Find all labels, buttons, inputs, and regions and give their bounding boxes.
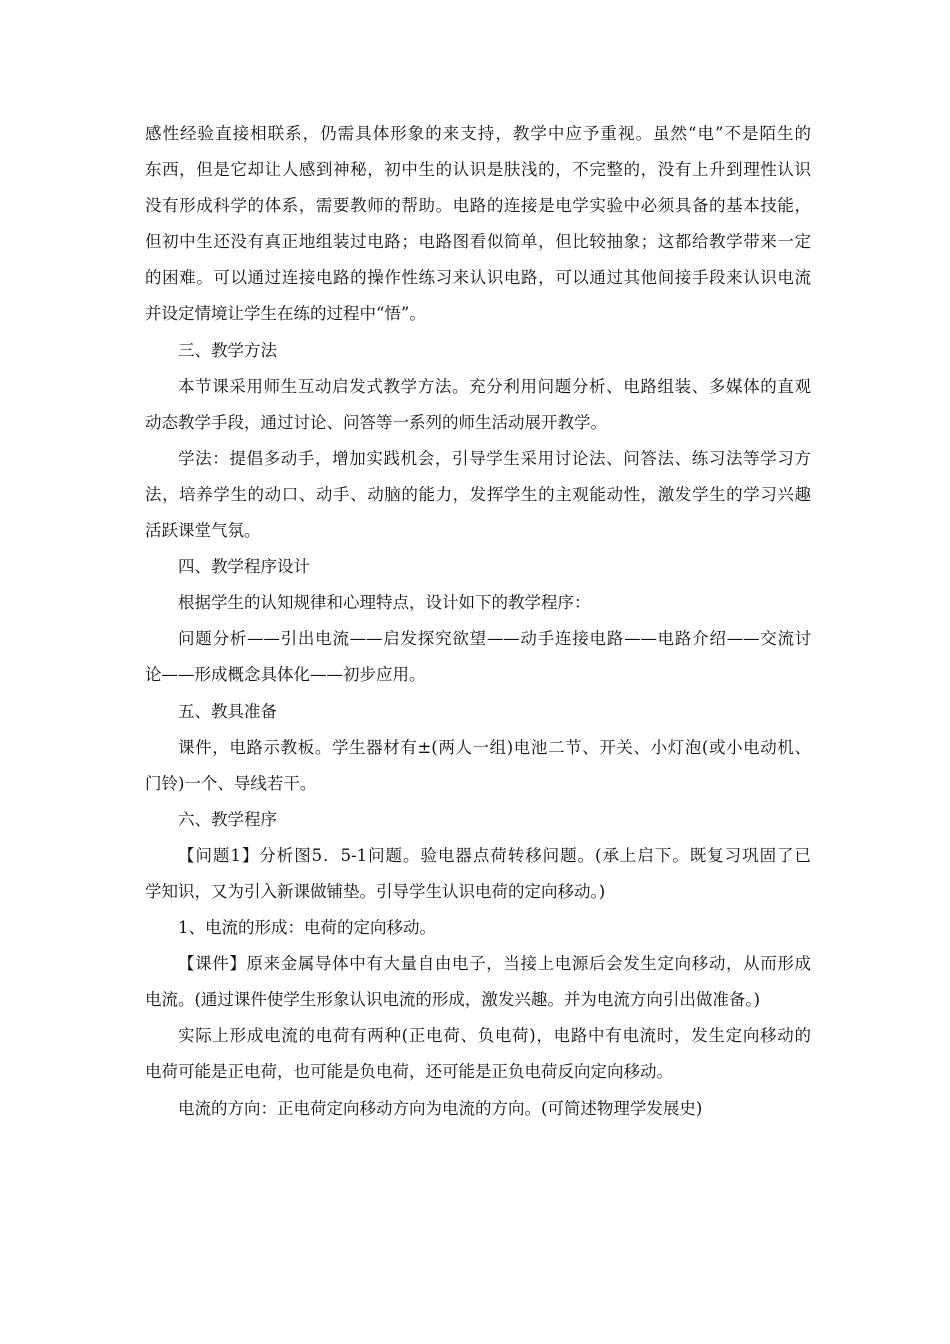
text-line: 电流。(通过课件使学生形象认识电流的形成，激发兴趣。并为电流方向引出做准备。) <box>145 990 761 1010</box>
text-line: 动态教学手段，通过讨论、问答等一系列的师生活动展开教学。 <box>145 412 607 432</box>
text-line: 问题分析——引出电流——启发探究欲望——动手连接电路——电路介绍——交流讨 <box>178 629 811 649</box>
section-heading: 六、教学程序 <box>178 809 277 829</box>
text-line: 本节课采用师生互动启发式教学方法。充分利用问题分析、电路组装、多媒体的直观 <box>178 376 811 396</box>
text-line: 但初中生还没有真正地组装过电路；电路图看似简单，但比较抽象；这都给教学带来一定 <box>145 232 811 252</box>
text-line: 学法：提倡多动手，增加实践机会，引导学生采用讨论法、问答法、练习法等学习方 <box>178 448 811 468</box>
text-line: 课件，电路示教板。学生器材有±(两人一组)电池二节、开关、小灯泡(或小电动机、 <box>178 737 811 757</box>
section-heading: 三、教学方法 <box>178 340 277 360</box>
text-line: 活跃课堂气氛。 <box>145 521 261 541</box>
text-line: 感性经验直接相联系，仍需具体形象的来支持，教学中应予重视。虽然“电”不是陌生的 <box>145 124 811 143</box>
text-line: 并设定情境让学生在练的过程中“悟”。 <box>145 304 426 324</box>
text-line: 门铃)一个、导线若干。 <box>145 773 317 793</box>
text-line: 没有形成科学的体系，需要教师的帮助。电路的连接是电学实验中必须具备的基本技能， <box>145 196 811 216</box>
text-line: 根据学生的认知规律和心理特点，设计如下的教学程序： <box>178 593 591 613</box>
text-line: 论——形成概念具体化——初步应用。 <box>145 665 426 685</box>
section-heading: 四、教学程序设计 <box>178 557 310 577</box>
text-line: 的困难。可以通过连接电路的操作性练习来认识电路，可以通过其他间接手段来认识电流 <box>145 268 811 288</box>
text-line: 【问题1】分析图5．5-1问题。验电器点荷转移问题。(承上启下。既复习巩固了已 <box>178 845 811 865</box>
text-line: 东西，但是它却让人感到神秘，初中生的认识是肤浅的，不完整的，没有上升到理性认识 <box>145 160 811 180</box>
text-line: 1、电流的形成：电荷的定向移动。 <box>178 918 436 938</box>
section-heading: 五、教具准备 <box>178 701 277 721</box>
text-line: 电荷可能是正电荷，也可能是负电荷，还可能是正负电荷反向定向移动。 <box>145 1062 673 1082</box>
text-line: 法，培养学生的动口、动手、动脑的能力，发挥学生的主观能动性，激发学生的学习兴趣 <box>145 484 811 504</box>
text-line: 实际上形成电流的电荷有两种(正电荷、负电荷)，电路中有电流时，发生定向移动的 <box>178 1026 811 1046</box>
text-line: 电流的方向：正电荷定向移动方向为电流的方向。(可简述物理学发展史) <box>178 1098 703 1118</box>
text-line: 学知识，又为引入新课做铺垫。引导学生认识电荷的定向移动。) <box>145 881 606 901</box>
text-line: 【课件】原来金属导体中有大量自由电子，当接上电源后会发生定向移动，从而形成 <box>178 954 811 974</box>
document-body <box>145 122 811 1133</box>
